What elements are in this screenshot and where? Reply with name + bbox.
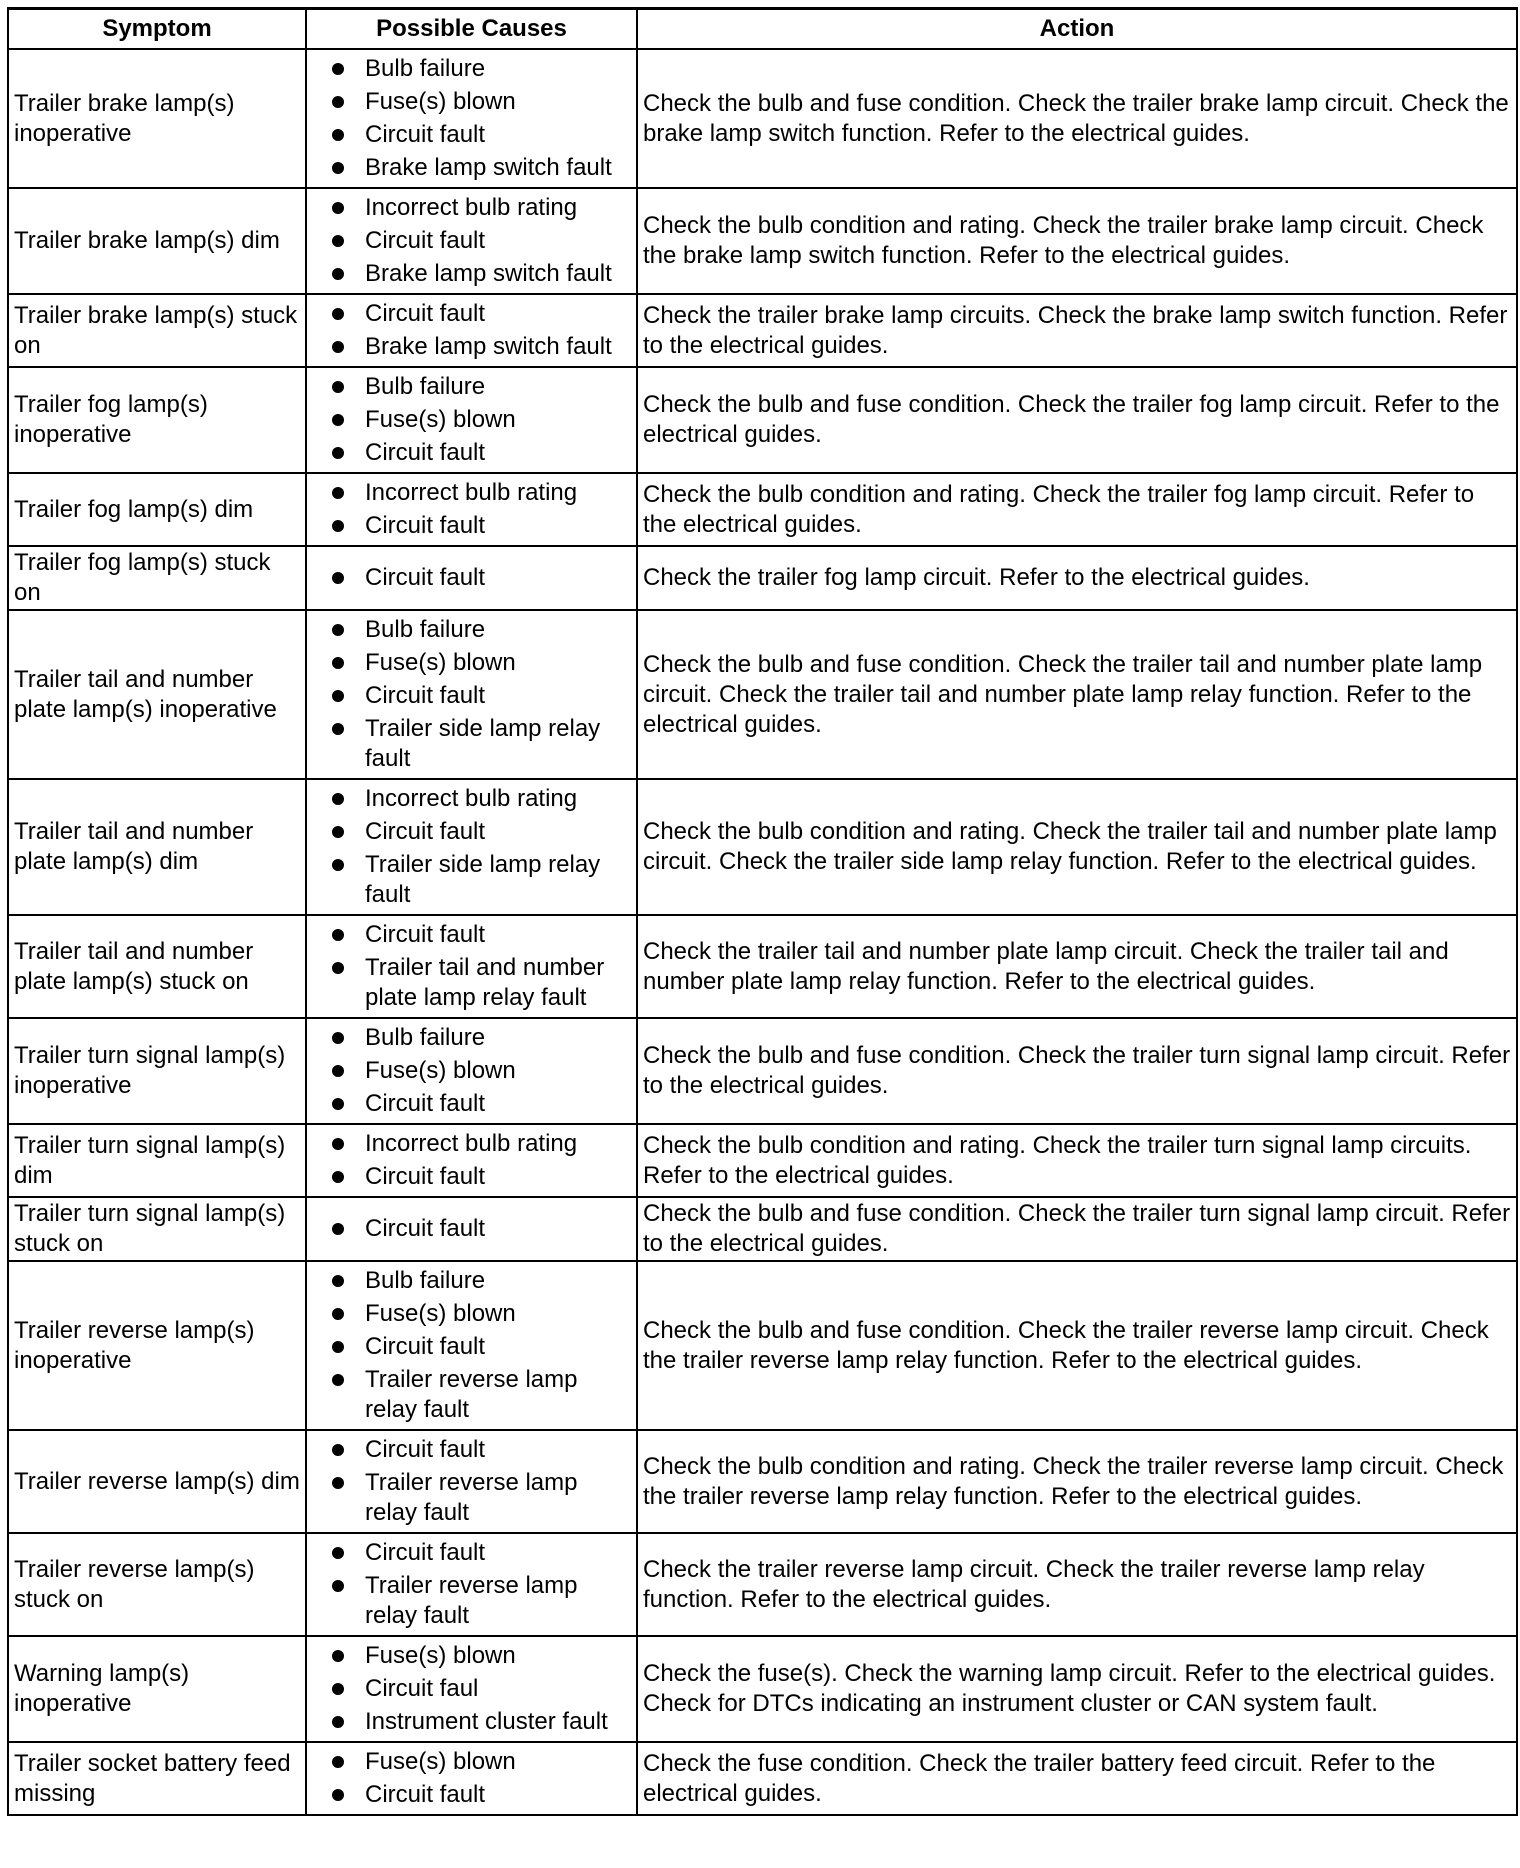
bullet-icon: [332, 723, 344, 735]
cause-item: [325, 920, 632, 950]
causes-list: [325, 193, 632, 289]
cause-text: Circuit fault: [365, 1215, 486, 1242]
bullet-icon: [332, 1683, 344, 1695]
bullet-icon: [332, 341, 344, 353]
cause-item: [325, 372, 632, 402]
bullet-icon: [332, 1308, 344, 1320]
symptom-cell: Trailer turn signal lamp(s) stuck on: [8, 1197, 306, 1261]
table-row: [8, 188, 1517, 294]
cause-text: Brake lamp switch fault: [365, 333, 612, 360]
table-row: [8, 473, 1517, 546]
action-cell: Check the fuse(s). Check the warning lamp circuit. Refer to the electrical guides. Check for DTCs indicating an instrument cluster or CAN system fault.: [637, 1636, 1517, 1742]
bullet-icon: [332, 1650, 344, 1662]
table-row: [8, 1430, 1517, 1533]
table-row: [8, 1197, 1517, 1261]
bullet-icon: [332, 1223, 344, 1235]
cause-item: [325, 1435, 632, 1465]
bullet-icon: [332, 657, 344, 669]
header-possible-causes: Possible Causes: [306, 9, 637, 50]
table-row: [8, 915, 1517, 1018]
cause-item: [325, 1780, 632, 1810]
causes-list: [325, 372, 632, 468]
cause-item: [325, 332, 632, 362]
cause-item: [325, 784, 632, 814]
action-cell: Check the bulb and fuse condition. Check the trailer turn signal lamp circuit. Refer to the electrical guides.: [637, 1197, 1517, 1261]
bullet-icon: [332, 624, 344, 636]
causes-list: [325, 563, 632, 593]
cause-item: [325, 850, 632, 910]
bullet-icon: [332, 793, 344, 805]
cause-item: [325, 478, 632, 508]
possible-causes-cell: [306, 1742, 637, 1815]
cause-text: Bulb failure: [365, 1024, 486, 1051]
table-row: [8, 367, 1517, 473]
bullet-icon: [332, 1138, 344, 1150]
symptom-cell: Trailer brake lamp(s) inoperative: [8, 49, 306, 188]
bullet-icon: [332, 1374, 344, 1386]
header-action: Action: [637, 9, 1517, 50]
bullet-icon: [332, 1716, 344, 1728]
bullet-icon: [332, 1756, 344, 1768]
cause-text: Trailer reverse lamp relay fault: [365, 1366, 578, 1423]
cause-item: [325, 714, 632, 774]
bullet-icon: [332, 1444, 344, 1456]
cause-item: [325, 299, 632, 329]
bullet-icon: [332, 487, 344, 499]
cause-text: Incorrect bulb rating: [365, 785, 578, 812]
cause-text: Bulb failure: [365, 1267, 486, 1294]
table-row: [8, 49, 1517, 188]
bullet-icon: [332, 1580, 344, 1592]
bullet-icon: [332, 1341, 344, 1353]
bullet-icon: [332, 414, 344, 426]
table-row: [8, 1124, 1517, 1197]
cause-item: [325, 1538, 632, 1568]
bullet-icon: [332, 96, 344, 108]
bullet-icon: [332, 1171, 344, 1183]
cause-text: Bulb failure: [365, 373, 486, 400]
table-header-row: [8, 9, 1517, 50]
bullet-icon: [332, 520, 344, 532]
possible-causes-cell: [306, 49, 637, 188]
cause-text: Fuse(s) blown: [365, 1057, 516, 1084]
cause-text: Bulb failure: [365, 616, 486, 643]
table-row: [8, 1742, 1517, 1815]
cause-item: [325, 1023, 632, 1053]
cause-item: [325, 563, 632, 593]
action-cell: Check the trailer reverse lamp circuit. Check the trailer reverse lamp relay function. Refer to the electrical guides.: [637, 1533, 1517, 1636]
cause-text: Fuse(s) blown: [365, 649, 516, 676]
table-row: [8, 779, 1517, 915]
symptom-cell: Warning lamp(s) inoperative: [8, 1636, 306, 1742]
cause-item: [325, 1641, 632, 1671]
cause-text: Instrument cluster fault: [365, 1708, 608, 1735]
possible-causes-cell: [306, 1533, 637, 1636]
cause-text: Trailer reverse lamp relay fault: [365, 1469, 578, 1526]
cause-item: [325, 1707, 632, 1737]
symptom-cell: Trailer brake lamp(s) dim: [8, 188, 306, 294]
cause-item: [325, 1089, 632, 1119]
possible-causes-cell: [306, 1124, 637, 1197]
cause-item: [325, 120, 632, 150]
symptom-cell: Trailer tail and number plate lamp(s) dim: [8, 779, 306, 915]
cause-item: [325, 87, 632, 117]
causes-list: [325, 478, 632, 541]
possible-causes-cell: [306, 1430, 637, 1533]
action-cell: Check the trailer tail and number plate lamp circuit. Check the trailer tail and number plate lamp relay function. Refer to the electrical guides.: [637, 915, 1517, 1018]
table-row: [8, 1018, 1517, 1124]
possible-causes-cell: [306, 188, 637, 294]
cause-item: [325, 1266, 632, 1296]
bullet-icon: [332, 268, 344, 280]
cause-text: Circuit fault: [365, 1539, 486, 1566]
possible-causes-cell: [306, 367, 637, 473]
bullet-icon: [332, 1477, 344, 1489]
cause-item: [325, 817, 632, 847]
cause-text: Fuse(s) blown: [365, 406, 516, 433]
cause-text: Fuse(s) blown: [365, 88, 516, 115]
causes-list: [325, 1435, 632, 1528]
cause-item: [325, 648, 632, 678]
bullet-icon: [332, 202, 344, 214]
cause-text: Brake lamp switch fault: [365, 260, 612, 287]
bullet-icon: [332, 690, 344, 702]
cause-text: Incorrect bulb rating: [365, 1130, 578, 1157]
cause-item: [325, 1747, 632, 1777]
causes-list: [325, 615, 632, 774]
bullet-icon: [332, 1098, 344, 1110]
action-cell: Check the bulb and fuse condition. Check the trailer turn signal lamp circuit. Refer to the electrical guides.: [637, 1018, 1517, 1124]
cause-text: Fuse(s) blown: [365, 1642, 516, 1669]
symptom-cell: Trailer fog lamp(s) inoperative: [8, 367, 306, 473]
causes-list: [325, 1747, 632, 1810]
bullet-icon: [332, 962, 344, 974]
table-row: [8, 1533, 1517, 1636]
cause-text: Circuit fault: [365, 921, 486, 948]
possible-causes-cell: [306, 294, 637, 367]
action-cell: Check the bulb and fuse condition. Check the trailer tail and number plate lamp circuit. Check the trailer tail and number plate lamp relay function. Refer to the electrical guides.: [637, 610, 1517, 779]
cause-item: [325, 1468, 632, 1528]
cause-text: Circuit fault: [365, 121, 486, 148]
symptom-cell: Trailer fog lamp(s) stuck on: [8, 546, 306, 610]
possible-causes-cell: [306, 1018, 637, 1124]
action-cell: Check the bulb condition and rating. Check the trailer tail and number plate lamp circuit. Check the trailer side lamp relay function. Refer to the electrical guides.: [637, 779, 1517, 915]
cause-item: [325, 405, 632, 435]
cause-item: [325, 953, 632, 1013]
cause-text: Incorrect bulb rating: [365, 194, 578, 221]
cause-item: [325, 681, 632, 711]
cause-text: Fuse(s) blown: [365, 1748, 516, 1775]
action-cell: Check the bulb and fuse condition. Check the trailer fog lamp circuit. Refer to the electrical guides.: [637, 367, 1517, 473]
cause-item: [325, 1214, 632, 1244]
bullet-icon: [332, 63, 344, 75]
cause-text: Fuse(s) blown: [365, 1300, 516, 1327]
action-cell: Check the fuse condition. Check the trailer battery feed circuit. Refer to the electrical guides.: [637, 1742, 1517, 1815]
possible-causes-cell: [306, 1197, 637, 1261]
cause-item: [325, 615, 632, 645]
header-symptom: Symptom: [8, 9, 306, 50]
cause-item: [325, 1162, 632, 1192]
bullet-icon: [332, 826, 344, 838]
diagnostic-table: [7, 7, 1518, 1816]
cause-text: Trailer reverse lamp relay fault: [365, 1572, 578, 1629]
causes-list: [325, 920, 632, 1013]
action-cell: Check the trailer fog lamp circuit. Refer to the electrical guides.: [637, 546, 1517, 610]
possible-causes-cell: [306, 1261, 637, 1430]
symptom-cell: Trailer reverse lamp(s) dim: [8, 1430, 306, 1533]
cause-text: Incorrect bulb rating: [365, 479, 578, 506]
symptom-cell: Trailer tail and number plate lamp(s) inoperative: [8, 610, 306, 779]
bullet-icon: [332, 859, 344, 871]
cause-text: Circuit fault: [365, 1333, 486, 1360]
action-cell: Check the bulb condition and rating. Check the trailer brake lamp circuit. Check the brake lamp switch function. Refer to the electrical guides.: [637, 188, 1517, 294]
cause-item: [325, 193, 632, 223]
possible-causes-cell: [306, 546, 637, 610]
cause-text: Trailer tail and number plate lamp relay fault: [365, 954, 605, 1011]
bullet-icon: [332, 235, 344, 247]
possible-causes-cell: [306, 779, 637, 915]
bullet-icon: [332, 381, 344, 393]
cause-text: Circuit fault: [365, 512, 486, 539]
cause-item: [325, 1365, 632, 1425]
bullet-icon: [332, 572, 344, 584]
table-row: [8, 1261, 1517, 1430]
cause-text: Circuit fault: [365, 439, 486, 466]
bullet-icon: [332, 1032, 344, 1044]
causes-list: [325, 1129, 632, 1192]
table-row: [8, 546, 1517, 610]
cause-text: Brake lamp switch fault: [365, 154, 612, 181]
cause-text: Trailer side lamp relay fault: [365, 715, 601, 772]
causes-list: [325, 1266, 632, 1425]
table-row: [8, 1636, 1517, 1742]
action-cell: Check the bulb and fuse condition. Check the trailer reverse lamp circuit. Check the trailer reverse lamp relay function. Refer to the electrical guides.: [637, 1261, 1517, 1430]
causes-list: [325, 299, 632, 362]
cause-item: [325, 226, 632, 256]
cause-item: [325, 438, 632, 468]
bullet-icon: [332, 1275, 344, 1287]
action-cell: Check the bulb and fuse condition. Check the trailer brake lamp circuit. Check the brake lamp switch function. Refer to the electrical guides.: [637, 49, 1517, 188]
causes-list: [325, 784, 632, 910]
bullet-icon: [332, 447, 344, 459]
symptom-cell: Trailer fog lamp(s) dim: [8, 473, 306, 546]
symptom-cell: Trailer reverse lamp(s) inoperative: [8, 1261, 306, 1430]
table-row: [8, 610, 1517, 779]
table-row: [8, 294, 1517, 367]
possible-causes-cell: [306, 915, 637, 1018]
cause-item: [325, 1674, 632, 1704]
cause-text: Trailer side lamp relay fault: [365, 851, 601, 908]
symptom-cell: Trailer tail and number plate lamp(s) stuck on: [8, 915, 306, 1018]
cause-item: [325, 1129, 632, 1159]
symptom-cell: Trailer socket battery feed missing: [8, 1742, 306, 1815]
bullet-icon: [332, 162, 344, 174]
cause-item: [325, 1332, 632, 1362]
cause-text: Circuit fault: [365, 1436, 486, 1463]
bullet-icon: [332, 308, 344, 320]
cause-text: Circuit fault: [365, 227, 486, 254]
cause-text: Bulb failure: [365, 55, 486, 82]
table-body: [8, 49, 1517, 1815]
cause-item: [325, 1299, 632, 1329]
action-cell: Check the bulb condition and rating. Check the trailer fog lamp circuit. Refer to the electrical guides.: [637, 473, 1517, 546]
cause-text: Circuit fault: [365, 818, 486, 845]
symptom-cell: Trailer reverse lamp(s) stuck on: [8, 1533, 306, 1636]
bullet-icon: [332, 1547, 344, 1559]
symptom-cell: Trailer turn signal lamp(s) dim: [8, 1124, 306, 1197]
cause-text: Circuit fault: [365, 300, 486, 327]
bullet-icon: [332, 1789, 344, 1801]
cause-item: [325, 153, 632, 183]
causes-list: [325, 1538, 632, 1631]
cause-text: Circuit fault: [365, 682, 486, 709]
symptom-cell: Trailer turn signal lamp(s) inoperative: [8, 1018, 306, 1124]
causes-list: [325, 1023, 632, 1119]
cause-text: Circuit fault: [365, 1163, 486, 1190]
cause-text: Circuit fault: [365, 1090, 486, 1117]
cause-item: [325, 1056, 632, 1086]
bullet-icon: [332, 1065, 344, 1077]
causes-list: [325, 1214, 632, 1244]
cause-item: [325, 1571, 632, 1631]
action-cell: Check the bulb condition and rating. Check the trailer turn signal lamp circuits. Refer to the electrical guides.: [637, 1124, 1517, 1197]
possible-causes-cell: [306, 610, 637, 779]
cause-item: [325, 259, 632, 289]
causes-list: [325, 1641, 632, 1737]
cause-item: [325, 54, 632, 84]
symptom-cell: Trailer brake lamp(s) stuck on: [8, 294, 306, 367]
bullet-icon: [332, 929, 344, 941]
causes-list: [325, 54, 632, 183]
cause-text: Circuit fault: [365, 1781, 486, 1808]
cause-text: Circuit fault: [365, 564, 486, 591]
cause-item: [325, 511, 632, 541]
bullet-icon: [332, 129, 344, 141]
cause-text: Circuit faul: [365, 1675, 479, 1702]
possible-causes-cell: [306, 473, 637, 546]
action-cell: Check the trailer brake lamp circuits. Check the brake lamp switch function. Refer to the electrical guides.: [637, 294, 1517, 367]
action-cell: Check the bulb condition and rating. Check the trailer reverse lamp circuit. Check the trailer reverse lamp relay function. Refer to the electrical guides.: [637, 1430, 1517, 1533]
possible-causes-cell: [306, 1636, 637, 1742]
